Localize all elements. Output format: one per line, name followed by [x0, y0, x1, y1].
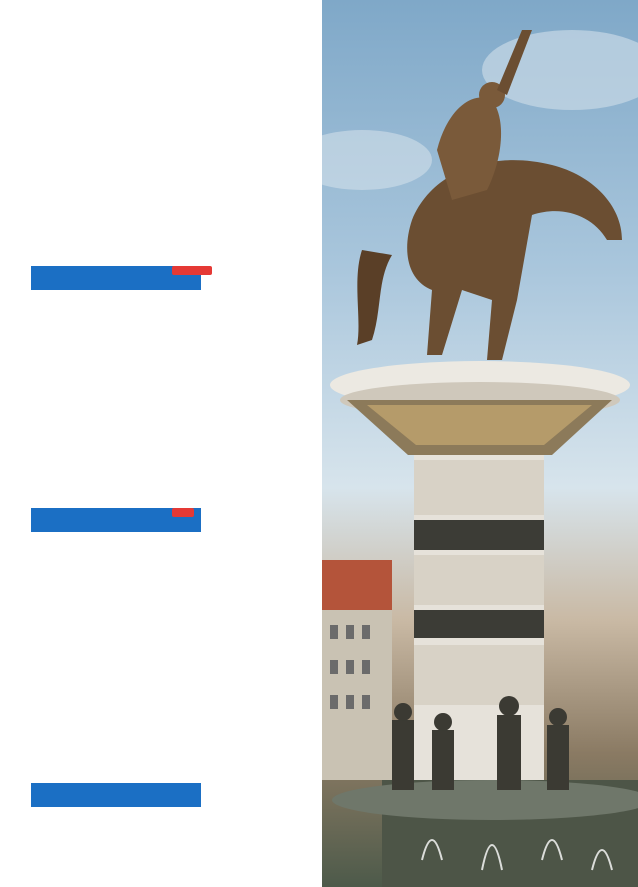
day-09-banner — [31, 783, 201, 807]
alexander-statue-image — [322, 0, 638, 887]
meal-badge-day07 — [172, 266, 212, 275]
meal-badge-day08 — [172, 508, 194, 517]
monument-photo — [322, 0, 638, 887]
